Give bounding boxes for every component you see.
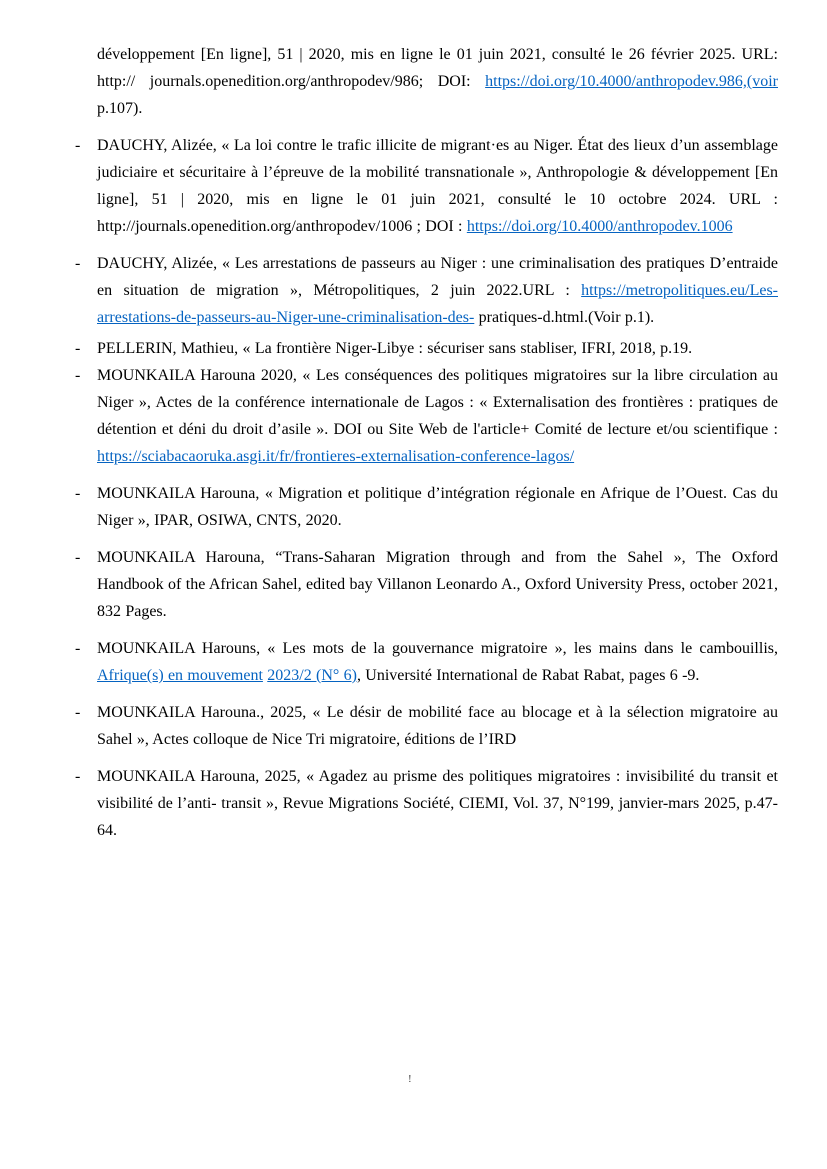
reference-entry (75, 544, 778, 625)
reference-text: MOUNKAILA Harouna., 2025, « Le désir de mobilité face au blocage et à la sélection migratoire au Sahel », Actes colloque de Nice Tri migratoire, éditions de l’IRD (97, 704, 778, 748)
reference-hyperlink[interactable]: Afrique(s) en mouvement (97, 667, 263, 684)
reference-entry (75, 335, 778, 362)
reference-text: développement [En ligne], 51 | 2020, mis en ligne le 01 juin 2021, consulté le 26 février 2025. URL: http:// journals.openedition.org/anthropodev/986; DOI: (97, 46, 778, 90)
reference-entry (75, 480, 778, 534)
reference-hyperlink[interactable]: https://metropolitiques.eu/Les-arrestations-de-passeurs-au-Niger-une-criminalisation-des- (97, 282, 778, 326)
reference-hyperlink[interactable]: https://doi.org/10.4000/anthropodev.1006 (466, 218, 733, 235)
reference-entry (75, 635, 778, 689)
reference-text: DAUCHY, Alizée, « La loi contre le trafic illicite de migrant·es au Niger. État des lieux d’un assemblage judiciaire et sécuritaire à l’épreuve de la mobilité transnationale », Anthropologie & développement [En ligne], 51 | 2020, mis en ligne le 01 juin 2021, consulté le 10 octobre 2024. URL : http://journals.openedition.org/anthropodev/1006 ; DOI : (97, 137, 778, 235)
reference-entry (75, 132, 778, 240)
list-dash: - (75, 255, 81, 272)
footer-mark: ! (408, 1073, 412, 1085)
reference-text: MOUNKAILA Harouna, “Trans-Saharan Migration through and from the Sahel », The Oxford Handbook of the African Sahel, edited bay Villanon Leonardo A., Oxford University Press, october 2021, 832 Pages. (97, 549, 778, 620)
reference-text: p.107). (97, 100, 143, 117)
list-dash: - (75, 549, 81, 566)
reference-text: MOUNKAILA Harouns, « Les mots de la gouvernance migratoire », les mains dans le cambouillis, (97, 640, 778, 657)
reference-hyperlink[interactable]: https://sciabacaoruka.asgi.it/fr/frontieres-externalisation-conference-lagos/ (97, 448, 575, 465)
list-dash: - (75, 367, 81, 384)
list-dash: - (75, 704, 81, 721)
list-dash: - (75, 137, 81, 154)
reference-entry (75, 699, 778, 753)
reference-hyperlink[interactable]: 2023/2 (N° 6) (267, 667, 357, 684)
reference-entry (97, 41, 778, 122)
list-dash: - (75, 485, 81, 502)
references-list (75, 41, 778, 854)
list-dash: - (75, 640, 81, 657)
reference-text: DAUCHY, Alizée, « Les arrestations de passeurs au Niger : une criminalisation des pratiques D’entraide en situation de migration », Métropolitiques, 2 juin 2022.URL : (97, 255, 778, 299)
reference-entry (75, 362, 778, 470)
reference-entry (75, 763, 778, 844)
reference-text: PELLERIN, Mathieu, « La frontière Niger-Libye : sécuriser sans stabliser, IFRI, 2018, p.19. (97, 340, 693, 357)
reference-text: , Université International de Rabat Rabat, pages 6 -9. (356, 667, 700, 684)
reference-text: MOUNKAILA Harouna 2020, « Les conséquences des politiques migratoires sur la libre circulation au Niger », Actes de la conférence internationale de Lagos : « Externalisation des frontières : pratiques de détention et déni du droit d’asile ». DOI ou Site Web de l'article+ Comité de lecture et/ou scientifique : (97, 367, 778, 438)
reference-hyperlink[interactable]: https://doi.org/10.4000/anthropodev.986,(voir (485, 73, 778, 90)
list-dash: - (75, 340, 81, 357)
reference-text: MOUNKAILA Harouna, 2025, « Agadez au prisme des politiques migratoires : invisibilité du transit et visibilité de l’anti- transit », Revue Migrations Société, CIEMI, Vol. 37, N°199, janvier-mars 2025, p.47-64. (97, 768, 778, 839)
reference-text: MOUNKAILA Harouna, « Migration et politique d’intégration régionale en Afrique de l’Ouest. Cas du Niger », IPAR, OSIWA, CNTS, 2020. (97, 485, 778, 529)
reference-text: pratiques-d.html.(Voir p.1). (474, 309, 655, 326)
list-dash: - (75, 768, 81, 785)
reference-entry (75, 250, 778, 331)
